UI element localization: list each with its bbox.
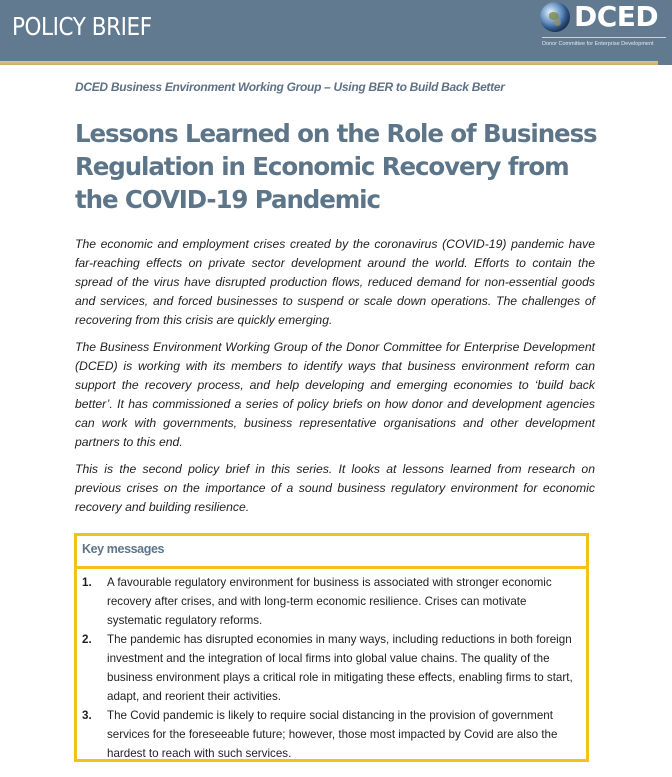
key-message-item xyxy=(82,573,577,630)
header-gold-rule xyxy=(0,61,658,65)
logo-text: DCED xyxy=(574,0,659,33)
key-message-item xyxy=(82,706,577,763)
key-message-number: 2. xyxy=(82,633,92,646)
key-message-number: 3. xyxy=(82,709,92,722)
key-message-text: The Covid pandemic is likely to require social distancing in the provision of government services for the foreseeable future; however, those most impacted by Covid are also the hardest to reach with such services. xyxy=(107,709,558,760)
key-messages-header xyxy=(77,536,586,569)
header-edge xyxy=(658,61,672,65)
key-message-text: The pandemic has disrupted economies in many ways, including reductions in both foreign investment and the integration of local firms into global value chains. The quality of the business environment plays a critical role in mitigating these effects, enabling firms to start, adapt, and reorient their activities. xyxy=(107,633,573,703)
intro-paragraph-2: The Business Environment Working Group of the Donor Committee for Enterprise Development (DCED) is working with its members to identify ways that business environment reform can support the recovery process, and help developing and emerging economies to ‘build back better’. It has commissioned a series of policy briefs on how donor and development agencies can work with governments, business representative organisations and other development partners to this end. xyxy=(75,340,595,449)
dced-logo xyxy=(536,0,668,54)
policy-brief-label: POLICY BRIEF xyxy=(12,12,152,41)
series-subtitle: DCED Business Environment Working Group – Using BER to Build Back Better xyxy=(75,80,505,94)
key-message-text: A favourable regulatory environment for business is associated with stronger economic recovery after crises, and with long-term economic resilience. Crises can motivate systematic regulatory reforms. xyxy=(107,576,552,627)
globe-icon xyxy=(540,2,570,32)
document-title: Lessons Learned on the Role of Business Regulation in Economic Recovery from the COVID-19 Pandemic xyxy=(75,119,597,214)
key-messages-box xyxy=(74,533,589,762)
key-message-number: 1. xyxy=(82,576,92,589)
intro-paragraph-1: The economic and employment crises created by the coronavirus (COVID-19) pandemic have far-reaching effects on private sector development around the world. Efforts to contain the spread of the virus have disrupted production flows, reduced demand for non-essential goods and services, and forced businesses to suspend or scale down operations. The challenges of recovering from this crisis are quickly emerging. xyxy=(75,237,595,327)
logo-subtitle: Donor Committee for Enterprise Development xyxy=(542,41,654,47)
key-message-item xyxy=(82,630,577,706)
logo-divider xyxy=(542,37,666,38)
key-messages-list xyxy=(82,573,577,763)
intro-paragraph-3: This is the second policy brief in this series. It looks at lessons learned from research on previous crises on the importance of a sound business regulatory environment for economic recovery and building resilience. xyxy=(75,462,595,514)
key-messages-title: Key messages xyxy=(82,542,165,556)
header-band xyxy=(0,0,672,61)
